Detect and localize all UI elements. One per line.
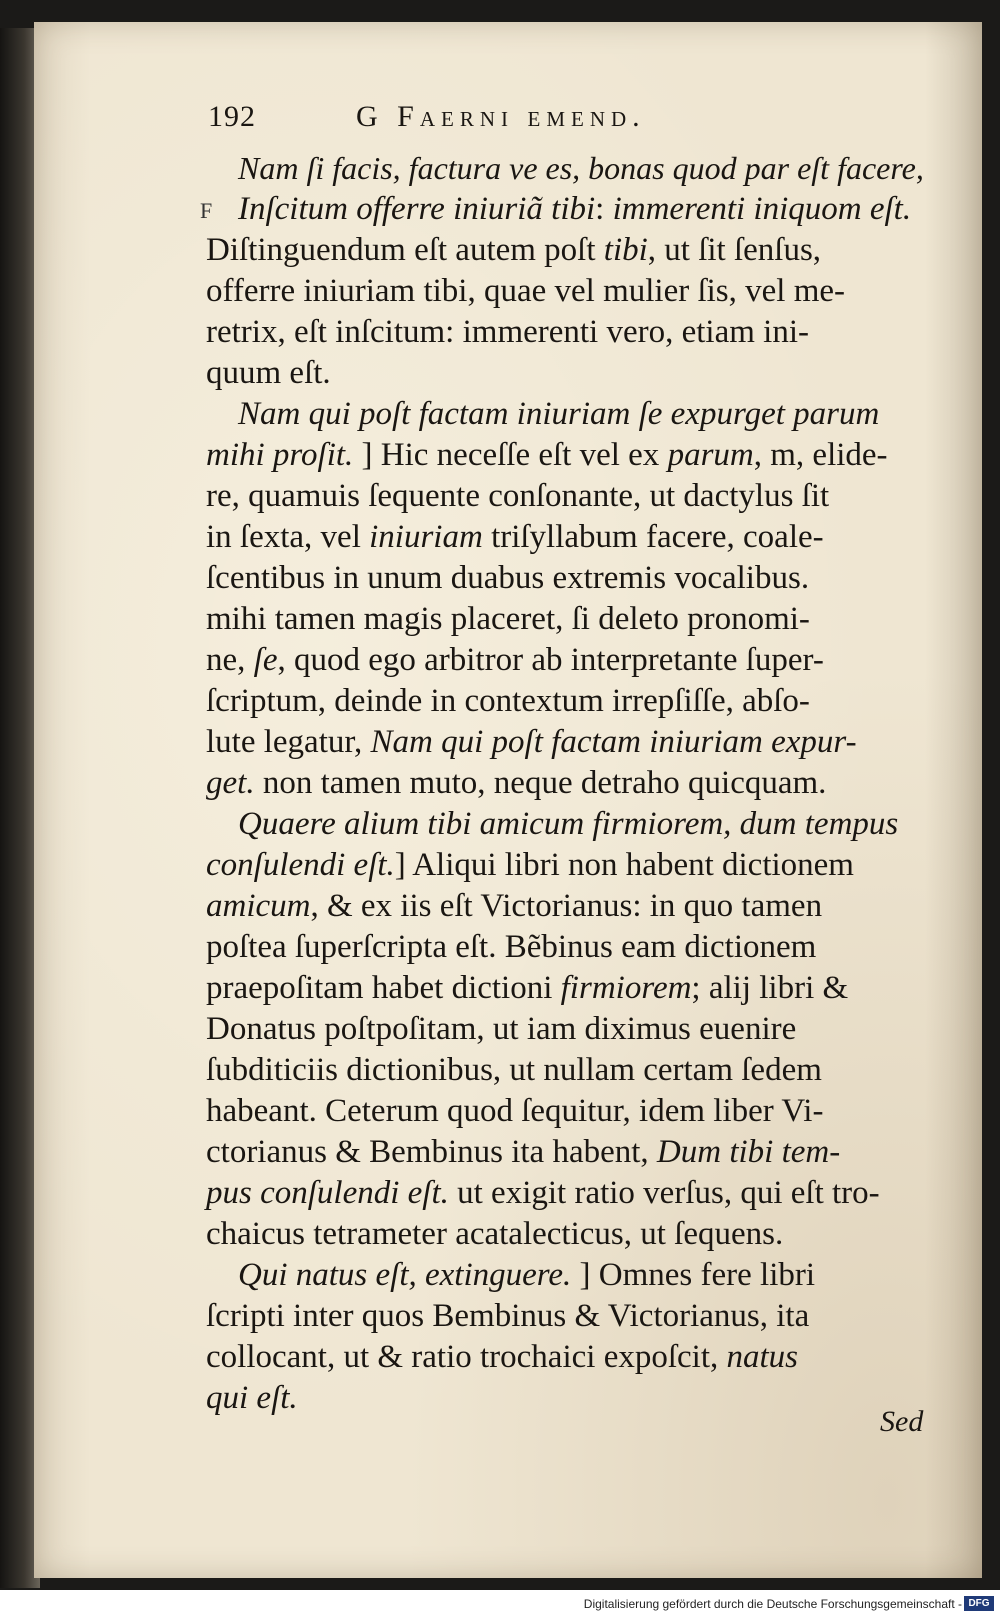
text-line xyxy=(206,1132,926,1173)
text-line xyxy=(206,517,926,558)
italic-segment: Quaere alium tibi amicum firmiorem, dum tempus xyxy=(238,806,899,842)
roman-segment: , m, elide- xyxy=(753,437,888,473)
roman-segment: ctorianus & Bembinus ita habent, xyxy=(206,1134,657,1170)
roman-segment: in ſexta, vel xyxy=(206,519,370,555)
italic-segment: Dum tibi tem- xyxy=(656,1134,841,1170)
text-line xyxy=(206,1091,926,1132)
catchword: Sed xyxy=(880,1405,924,1438)
roman-segment: poſtea ſuperſcripta eſt. Bẽbinus eam dictionem xyxy=(206,929,817,965)
italic-segment: ſe xyxy=(253,642,278,678)
roman-segment: Donatus poſtpoſitam, ut iam diximus euenire xyxy=(206,1011,797,1047)
italic-segment: qui eſt. xyxy=(206,1380,298,1416)
italic-segment: immerenti iniquom eſt. xyxy=(612,191,912,227)
roman-segment: retrix, eſt inſcitum: immerenti vero, etiam ini- xyxy=(206,314,809,350)
text-line xyxy=(206,1214,926,1255)
text-line xyxy=(206,353,926,394)
text-line xyxy=(206,681,926,722)
roman-segment: triſyllabum facere, coale- xyxy=(482,519,824,555)
roman-segment: ſcripti inter quos Bembinus & Victorianus, ita xyxy=(206,1298,810,1334)
text-line xyxy=(206,640,926,681)
italic-segment: pus conſulendi eſt. xyxy=(206,1175,449,1211)
roman-segment: ; alij libri & xyxy=(691,970,849,1006)
running-title: G Faerni emend. xyxy=(356,100,646,133)
text-line xyxy=(206,722,926,763)
text-line xyxy=(206,886,926,927)
text-line xyxy=(206,763,926,804)
roman-segment: lute legatur, xyxy=(206,724,371,760)
roman-segment: offerre iniuriam tibi, quae vel mulier ſis, vel me- xyxy=(206,273,846,309)
italic-segment: Inſcitum offerre iniuriã tibi xyxy=(238,191,596,227)
italic-segment: Nam qui poſt factam iniuriam ſe expurget parum xyxy=(238,396,880,432)
italic-segment: natus xyxy=(726,1339,799,1375)
roman-segment: habeant. Ceterum quod ſequitur, idem liber Vi- xyxy=(206,1093,824,1129)
roman-segment: ] Aliqui libri non habent dictionem xyxy=(394,847,854,883)
text-line xyxy=(206,271,926,312)
text-line xyxy=(206,1009,926,1050)
roman-segment: re, quamuis ſequente conſonante, ut dactylus ſit xyxy=(206,478,830,514)
text-line xyxy=(206,148,926,189)
italic-segment: amicum xyxy=(206,888,311,924)
roman-segment: , quod ego arbitror ab interpretante ſuper- xyxy=(277,642,824,678)
italic-segment: tibi xyxy=(603,232,648,268)
text-line xyxy=(206,1255,926,1296)
roman-segment: ne, xyxy=(206,642,254,678)
roman-segment: non tamen muto, neque detraho quicquam. xyxy=(254,765,827,801)
running-head xyxy=(208,100,808,140)
roman-segment: Diſtinguendum eſt autem poſt xyxy=(206,232,604,268)
roman-segment: ſubditiciis dictionibus, ut nullam certam ſedem xyxy=(206,1052,822,1088)
italic-segment: firmiorem xyxy=(560,970,692,1006)
text-line xyxy=(206,968,926,1009)
roman-segment: collocant, ut & ratio trochaici expoſcit, xyxy=(206,1339,727,1375)
text-line xyxy=(206,1378,926,1419)
text-line xyxy=(206,599,926,640)
text-line xyxy=(206,394,926,435)
text-line xyxy=(206,476,926,517)
italic-segment: mihi proſit. xyxy=(206,437,354,473)
roman-segment: mihi tamen magis placeret, ſi deleto pronomi- xyxy=(206,601,810,637)
text-line xyxy=(206,845,926,886)
text-line xyxy=(206,189,926,230)
roman-segment: ] Omnes fere libri xyxy=(571,1257,816,1293)
text-line xyxy=(206,1296,926,1337)
roman-segment: : xyxy=(595,191,613,227)
roman-segment: , & ex iis eſt Victorianus: in quo tamen xyxy=(310,888,823,924)
roman-segment: ſcriptum, deinde in contextum irrepſiſſe, abſo- xyxy=(206,683,810,719)
italic-segment: Nam ſi facis, factura ve es, bonas quod par eſt facere, xyxy=(238,150,924,186)
dfg-logo: DFG xyxy=(964,1596,994,1611)
text-line xyxy=(206,312,926,353)
italic-segment: parum xyxy=(667,437,754,473)
text-line xyxy=(206,435,926,476)
roman-segment: , ut ſit ſenſus, xyxy=(647,232,822,268)
roman-segment: ſcentibus in unum duabus extremis vocalibus. xyxy=(206,560,810,596)
roman-segment: quum eſt. xyxy=(206,355,331,391)
page-number: 192 xyxy=(208,100,256,133)
text-body xyxy=(206,148,926,1419)
text-line xyxy=(206,1050,926,1091)
italic-segment: iniuriam xyxy=(369,519,483,555)
italic-segment: get. xyxy=(206,765,255,801)
italic-segment: conſulendi eſt. xyxy=(206,847,395,883)
margin-mark: F xyxy=(200,198,213,223)
text-line xyxy=(206,230,926,271)
text-line xyxy=(206,1337,926,1378)
roman-segment: ut exigit ratio verſus, qui eſt tro- xyxy=(448,1175,880,1211)
text-line xyxy=(206,927,926,968)
italic-segment: Nam qui poſt factam iniuriam expur- xyxy=(370,724,857,760)
text-line xyxy=(206,558,926,599)
roman-segment: chaicus tetrameter acatalecticus, ut ſequens. xyxy=(206,1216,784,1252)
roman-segment: praepoſitam habet dictioni xyxy=(206,970,561,1006)
italic-segment: Qui natus eſt, extinguere. xyxy=(238,1257,572,1293)
digitization-credit: Digitalisierung gefördert durch die Deutsche Forschungsgemeinschaft - xyxy=(583,1597,962,1611)
roman-segment: ] Hic neceſſe eſt vel ex xyxy=(353,437,668,473)
text-line xyxy=(206,1173,926,1214)
text-line xyxy=(206,804,926,845)
